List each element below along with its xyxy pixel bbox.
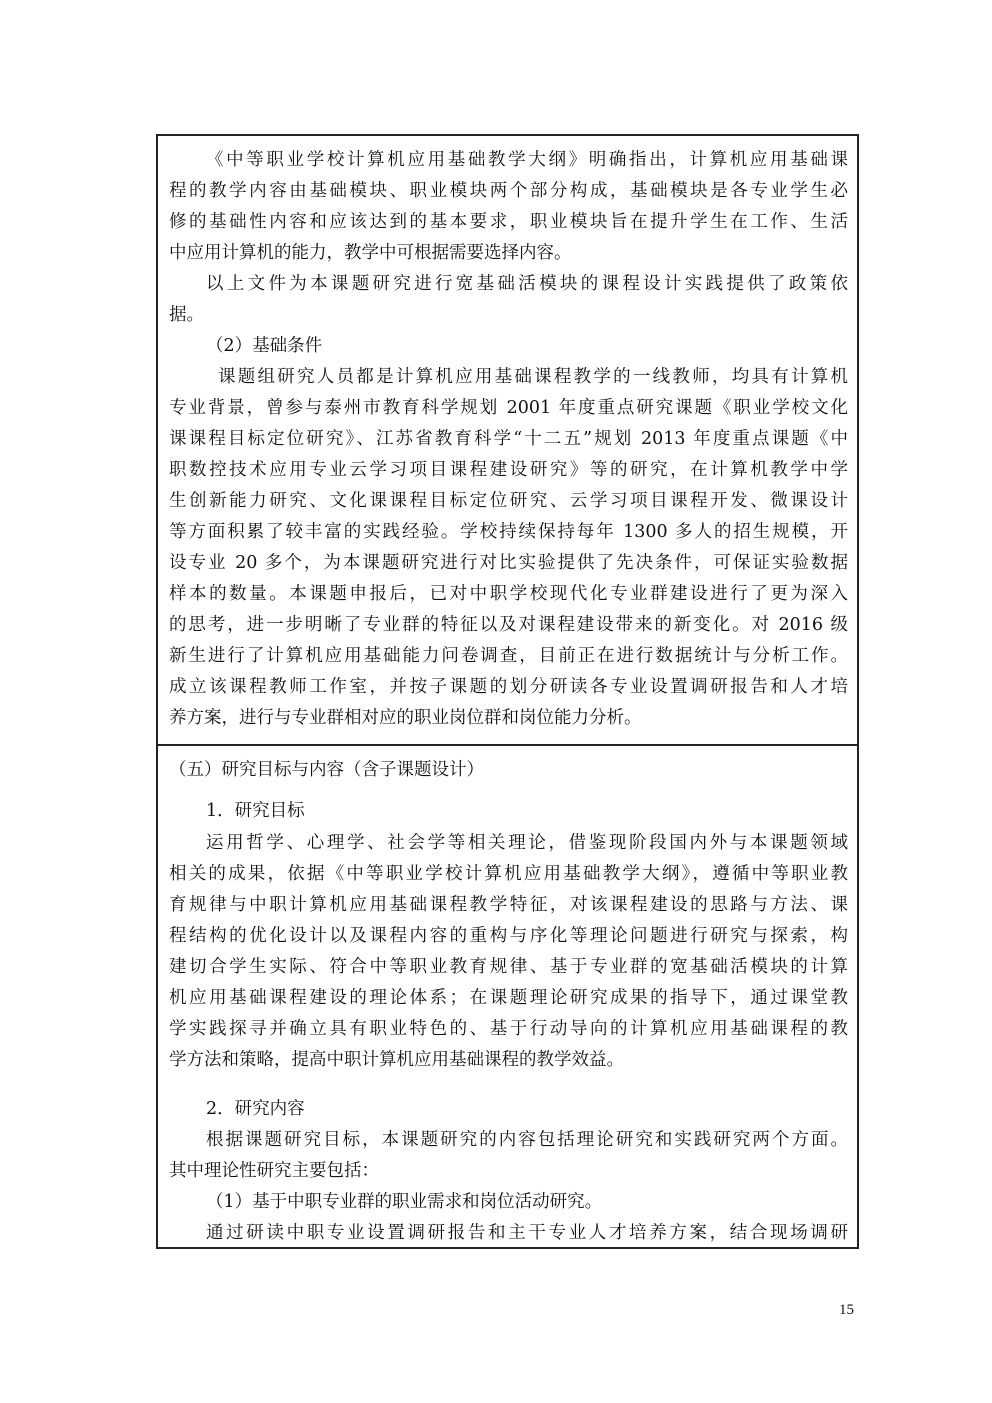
text-line: 《中等职业学校计算机应用基础教学大纲》明确指出，计算机应用基础课	[206, 150, 848, 170]
text-line: 的思考，进一步明晰了专业群的特征以及对课程建设带来的新变化。对 2016 级	[169, 615, 848, 635]
text-line: 专业背景，曾参与泰州市教育科学规划 2001 年度重点研究课题《职业学校文化	[169, 398, 848, 418]
text-line: 生创新能力研究、文化课课程目标定位研究、云学习项目课程开发、微课设计	[169, 491, 848, 511]
text-line: 中应用计算机的能力，教学中可根据需要选择内容。	[169, 243, 572, 263]
text-line: 其中理论性研究主要包括：	[169, 1161, 379, 1181]
section-five-heading: （五）研究目标与内容（含子课题设计）	[169, 760, 484, 780]
text-line: 通过研读中职专业设置调研报告和主干专业人才培养方案，结合现场调研	[206, 1223, 848, 1243]
text-line: 建切合学生实际、符合中等职业教育规律、基于专业群的宽基础活模块的计算	[169, 957, 848, 977]
text-line: 程的教学内容由基础模块、职业模块两个部分构成，基础模块是各专业学生必	[169, 181, 848, 201]
text-line: 据。	[169, 305, 204, 325]
subheading-research-content: 2．研究内容	[206, 1099, 305, 1119]
text-line: 育规律与中职计算机应用基础课程教学特征，对该课程建设的思路与方法、课	[169, 895, 848, 915]
subheading-research-goals: 1．研究目标	[206, 801, 305, 821]
subheading-item-1: （1）基于中职专业群的职业需求和岗位活动研究。	[206, 1192, 603, 1212]
text-line: 设专业 20 多个，为本课题研究进行对比实验提供了先决条件，可保证实验数据	[169, 553, 848, 573]
text-line: 新生进行了计算机应用基础能力问卷调查，目前正在进行数据统计与分析工作。	[169, 646, 848, 666]
text-line: 运用哲学、心理学、社会学等相关理论，借鉴现阶段国内外与本课题领域	[206, 833, 848, 853]
text-line: 程结构的优化设计以及课程内容的重构与序化等理论问题进行研究与探索，构	[169, 926, 848, 946]
text-line: 职数控技术应用专业云学习项目课程建设研究》等的研究，在计算机教学中学	[169, 460, 848, 480]
text-line: 相关的成果，依据《中等职业学校计算机应用基础教学大纲》，遵循中等职业教	[169, 864, 848, 884]
text-line: 课题组研究人员都是计算机应用基础课程教学的一线教师，均具有计算机	[218, 367, 848, 387]
text-line: 课课程目标定位研究》、江苏省教育科学“十二五”规划 2013 年度重点课题《中	[169, 429, 848, 449]
text-line: 样本的数量。本课题申报后，已对中职学校现代化专业群建设进行了更为深入	[169, 584, 848, 604]
page-number: 15	[839, 1302, 854, 1318]
text-line: 学实践探寻并确立具有职业特色的、基于行动导向的计算机应用基础课程的教	[169, 1019, 848, 1039]
text-line: 以上文件为本课题研究进行宽基础活模块的课程设计实践提供了政策依	[206, 274, 848, 294]
text-line: 成立该课程教师工作室，并按子课题的划分研读各专业设置调研报告和人才培	[169, 677, 848, 697]
research-goals-section-box	[156, 744, 859, 1249]
text-line: 机应用基础课程建设的理论体系；在课题理论研究成果的指导下，通过课堂教	[169, 988, 848, 1008]
previous-section-box	[156, 134, 859, 746]
text-line: 等方面积累了较丰富的实践经验。学校持续保持每年 1300 多人的招生规模，开	[169, 522, 848, 542]
subheading-basic-conditions: （2）基础条件	[206, 336, 323, 356]
text-line: 养方案，进行与专业群相对应的职业岗位群和岗位能力分析。	[169, 708, 642, 728]
text-line: 根据课题研究目标，本课题研究的内容包括理论研究和实践研究两个方面。	[206, 1130, 848, 1150]
text-line: 学方法和策略，提高中职计算机应用基础课程的教学效益。	[169, 1050, 624, 1070]
text-line: 修的基础性内容和应该达到的基本要求，职业模块旨在提升学生在工作、生活	[169, 212, 848, 232]
